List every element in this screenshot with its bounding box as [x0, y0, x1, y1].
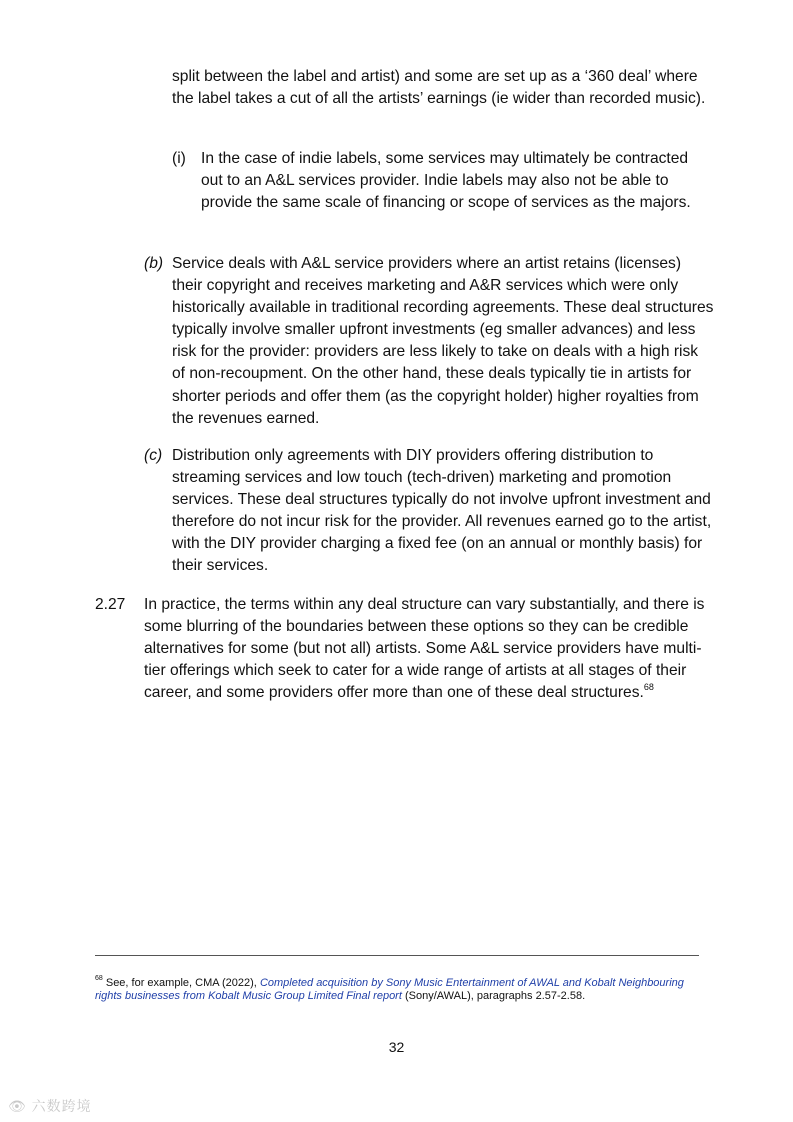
paragraph-2-27-body: [144, 594, 705, 704]
footnote-report-link[interactable]: Completed acquisition by Sony Music Entertainment of AWAL and Kobalt Neighbouring rights businesses from Kobalt Music Group Limited Final report: [95, 977, 684, 1002]
watermark: [8, 1096, 92, 1116]
sub-item-i: [172, 148, 712, 214]
paragraph-number: 2.27: [95, 596, 126, 613]
watermark-text: 六数跨境: [31, 1098, 92, 1114]
footnote-reference[interactable]: 68: [643, 682, 654, 693]
footnote-lead: See, for example, CMA (2022),: [102, 977, 260, 989]
list-item-b: [144, 253, 714, 430]
continuation-paragraph: split between the label and artist) and some are set up as a ‘360 deal’ where the label takes a cut of all the artists’ earnings (ie wider than recorded music).: [172, 68, 706, 108]
paragraph-2-27-text: In practice, the terms within any deal structure can vary substantially, and there is some blurring of the boundaries between these options so they can be credible alternatives for some (but not all) artists. Some A&L service providers have multi-tier offerings which seek to cater for a wide range of artists at all stages of their career, and some providers offer more than one of these deal structures.: [144, 596, 705, 702]
list-item-b-number: (b): [144, 255, 164, 272]
sub-item-i-number: (i): [172, 150, 186, 167]
footnote-68: [95, 977, 695, 1003]
footnote-marker: 68: [95, 975, 103, 983]
sub-item-i-text: In the case of indie labels, some services may ultimately be contracted out to an A&L services provider. Indie labels may also not be able to provide the same scale of financing or scope of services as the majors.: [201, 150, 691, 212]
list-item-c-text: Distribution only agreements with DIY providers offering distribution to streaming services and low touch (tech-driven) marketing and promotion services. These deal structures typically do not involve upfront investment and therefore do not incur risk for the provider. All revenues earned go to the artist, with the DIY provider charging a fixed fee (on an annual or monthly basis) for their services.: [172, 447, 712, 575]
list-item-c-number: (c): [144, 447, 163, 464]
footnote-divider: [95, 955, 699, 956]
paragraph-2-27: [95, 594, 705, 704]
watermark-logo-icon: 👁: [8, 1098, 27, 1114]
page-number: 32: [388, 1039, 405, 1055]
list-item-b-text: Service deals with A&L service providers where an artist retains (licenses) their copyright and receives marketing and A&R services which were only historically available in traditional recording agreements. These deal structures typically involve smaller upfront investments (eg smaller advances) and less risk for the provider: providers are less likely to take on deals with a high risk of non-recoupment. On the other hand, these deals typically tie in artists for shorter periods and offer them (as the copyright holder) higher royalties from the revenues earned.: [172, 255, 714, 427]
list-item-c: [144, 445, 714, 578]
footnote-tail: (Sony/AWAL), paragraphs 2.57-2.58.: [401, 990, 586, 1002]
